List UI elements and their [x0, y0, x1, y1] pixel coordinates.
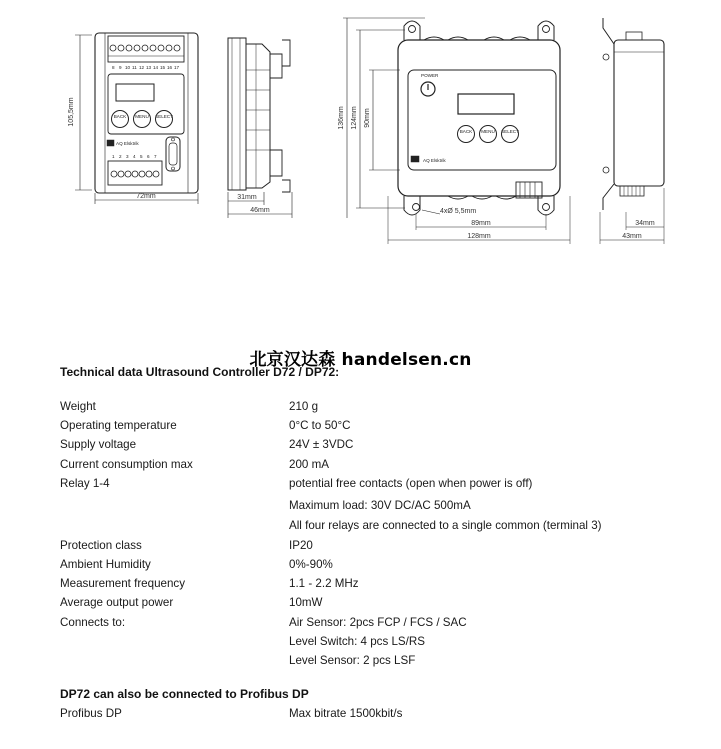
- spec-label: Average output power: [60, 596, 174, 609]
- terminal-label: 9: [119, 65, 122, 70]
- enclosure-front-drawing: [338, 18, 570, 244]
- dim-124-label: 124mm: [351, 106, 358, 130]
- spec-label: Protection class: [60, 539, 142, 552]
- terminal-label: 2: [119, 154, 122, 159]
- spec-value: Level Switch: 4 pcs LS/RS: [289, 635, 425, 648]
- spec-label: Ambient Humidity: [60, 558, 151, 571]
- spec-value: 0%-90%: [289, 558, 333, 571]
- enclosure-back-label: BACK: [459, 129, 473, 134]
- spec-value: 200 mA: [289, 458, 329, 471]
- spec-value: Air Sensor: 2pcs FCP / FCS / SAC: [289, 616, 467, 629]
- brand-label: AQ Elsktrik: [116, 141, 139, 146]
- enclosure-side-drawing: [600, 18, 664, 244]
- enclosure-menu-label: MENU: [481, 129, 495, 134]
- dim-46-label: 46mm: [250, 207, 270, 214]
- enclosure-select-label: SELECT: [501, 129, 519, 134]
- spec-value: 0°C to 50°C: [289, 419, 351, 432]
- dim-90-label: 90mm: [364, 108, 371, 128]
- spec-value: 210 g: [289, 400, 319, 413]
- spec-value: 24V ± 3VDC: [289, 438, 354, 451]
- dim-43-label: 43mm: [622, 233, 642, 240]
- terminal-label: 8: [112, 65, 115, 70]
- terminal-label: 4: [133, 154, 136, 159]
- front-view-drawing: [68, 33, 198, 204]
- terminal-label: 16: [167, 65, 173, 70]
- enclosure-brand-label: AQ Elsktrik: [423, 158, 446, 163]
- spec-value: Level Sensor: 2 pcs LSF: [289, 654, 416, 667]
- dim-136-label: 136mm: [338, 106, 345, 130]
- hole-spec-label: 4xØ 5,5mm: [440, 208, 477, 215]
- dim-105-label: 105,5mm: [68, 97, 75, 127]
- menu-button-label: MENU: [135, 114, 149, 119]
- terminal-label: 1: [112, 154, 115, 159]
- spec-label: Operating temperature: [60, 419, 177, 432]
- terminal-label: 6: [147, 154, 150, 159]
- spec-value: Maximum load: 30V DC/AC 500mA: [289, 499, 471, 512]
- profibus-value: Max bitrate 1500kbit/s: [289, 707, 403, 720]
- spec-value: IP20: [289, 539, 313, 552]
- spec-value: All four relays are connected to a single common (terminal 3): [289, 519, 602, 532]
- terminal-label: 13: [146, 65, 152, 70]
- specs-title: Technical data Ultrasound Controller D72 / DP72:: [60, 365, 340, 379]
- spec-label: Measurement frequency: [60, 577, 186, 590]
- dim-128-label: 128mm: [467, 233, 491, 240]
- terminal-label: 12: [139, 65, 145, 70]
- spec-value: 1.1 - 2.2 MHz: [289, 577, 359, 590]
- profibus-heading: DP72 can also be connected to Profibus DP: [60, 687, 309, 701]
- back-button-label: BACK: [113, 114, 127, 119]
- technical-drawings: [0, 0, 721, 260]
- dim-89-label: 89mm: [471, 220, 491, 227]
- spec-label: Supply voltage: [60, 438, 137, 451]
- profibus-label: Profibus DP: [60, 707, 122, 720]
- spec-label: Relay 1-4: [60, 477, 110, 490]
- dim-72-label: 72mm: [136, 193, 156, 200]
- spec-value: 10mW: [289, 596, 323, 609]
- spec-value: potential free contacts (open when power is off): [289, 477, 533, 490]
- terminal-label: 3: [126, 154, 129, 159]
- terminal-label: 15: [160, 65, 166, 70]
- power-label: POWER: [421, 73, 439, 78]
- watermark-text: 北京汉达森 handelsen.cn: [249, 350, 472, 370]
- terminal-label: 7: [154, 154, 157, 159]
- terminal-label: 11: [132, 65, 137, 70]
- terminal-label: 10: [125, 65, 131, 70]
- spec-label: Weight: [60, 400, 96, 413]
- side-view-drawing: [228, 38, 292, 218]
- terminal-label: 5: [140, 154, 143, 159]
- select-button-label: SELECT: [155, 114, 173, 119]
- terminal-label: 17: [174, 65, 180, 70]
- spec-label: Connects to:: [60, 616, 126, 629]
- dim-34-label: 34mm: [635, 220, 655, 227]
- spec-label: Current consumption max: [60, 458, 193, 471]
- terminal-label: 14: [153, 65, 159, 70]
- dim-31-label: 31mm: [237, 194, 257, 201]
